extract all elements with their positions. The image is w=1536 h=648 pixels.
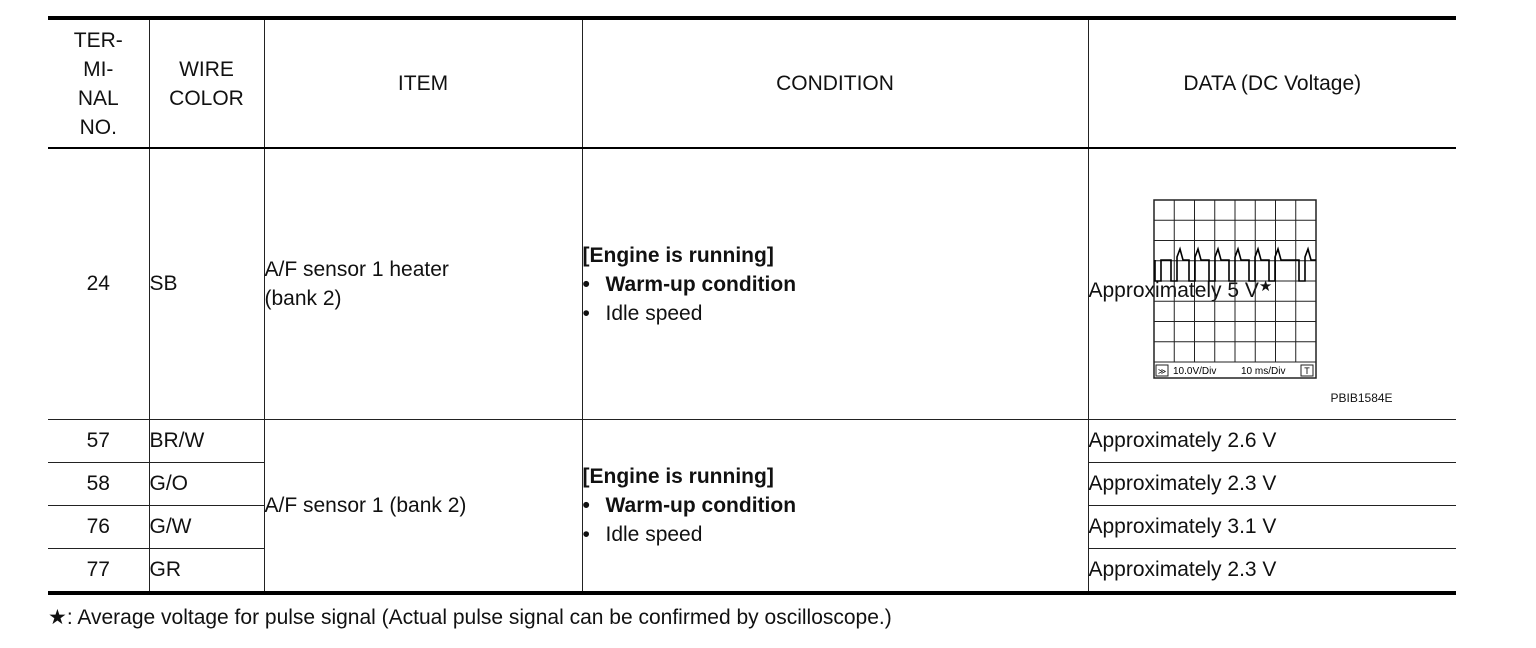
terminal-number: 24 [48,148,149,420]
header-item: ITEM [264,18,582,148]
condition-bullet [583,491,1088,520]
header-terminal-no [48,18,149,148]
wire-color: G/W [149,506,264,549]
star-icon: ★ [1258,278,1273,295]
table-row [48,148,1456,420]
terminal-number: 76 [48,506,149,549]
terminal-number: 57 [48,420,149,463]
item-cell: A/F sensor 1 (bank 2) [264,420,582,594]
scope-volt-div: 10.0V/Div [1172,366,1216,377]
item-line: (bank 2) [264,287,342,310]
condition-cell [582,148,1088,420]
wire-color: G/O [149,463,264,506]
header-terminal-line: NO. [79,115,117,139]
condition-heading: [Engine is running] [582,243,774,267]
terminal-number: 58 [48,463,149,506]
bullet-icon: • [582,494,590,517]
wire-color: BR/W [149,420,264,463]
wire-color: GR [149,549,264,594]
oscilloscope-figure [1153,199,1319,387]
star-icon: ★ [48,606,67,629]
data-value-text: Approximately 5 V [1088,279,1259,302]
condition-bullet [583,520,1088,549]
oscilloscope-screen [1153,199,1319,381]
data-value: Approximately 2.6 V [1088,420,1456,463]
footnote [48,605,892,630]
item-line: A/F sensor 1 heater [264,258,449,281]
header-condition: CONDITION [582,18,1088,148]
terminal-number: 77 [48,549,149,594]
scope-grid [1154,200,1316,378]
bullet-icon: • [582,301,590,325]
bullet-text: Warm-up condition [605,494,797,517]
header-terminal-line: TER- [73,28,123,52]
table-row [48,420,1456,463]
data-value: Approximately 3.1 V [1088,506,1456,549]
header-terminal-line: MI- [83,57,114,81]
scope-left-marker: ≫ [1157,367,1166,376]
condition-bullet [583,270,1088,299]
header-terminal-line: NAL [77,86,119,110]
bullet-text: Idle speed [605,523,703,546]
header-wire-line: COLOR [169,86,244,110]
pulse-waveform [1155,249,1316,281]
wire-color: SB [149,148,264,420]
bullet-text: Warm-up condition [605,272,797,296]
scope-right-marker: T [1303,366,1310,376]
footnote-text: : Average voltage for pulse signal (Actual pulse signal can be confirmed by oscilloscope.) [66,606,892,629]
header-wire-color [149,18,264,148]
bullet-icon: • [582,272,590,296]
bullet-text: Idle speed [605,301,703,325]
condition-heading: [Engine is running] [582,465,774,488]
scope-time-div: 10 ms/Div [1240,366,1285,377]
condition-bullet [583,299,1088,328]
terminal-spec-table [48,16,1456,595]
figure-id: PBIB1584E [1330,391,1393,405]
data-value: Approximately 2.3 V [1088,463,1456,506]
header-wire-line: WIRE [179,57,234,81]
bullet-icon: • [582,523,590,546]
header-data: DATA (DC Voltage) [1088,18,1456,148]
item-cell [264,148,582,420]
data-cell [1088,148,1456,420]
data-value: Approximately 2.3 V [1088,549,1456,594]
condition-cell [582,420,1088,594]
header-row [48,18,1456,148]
